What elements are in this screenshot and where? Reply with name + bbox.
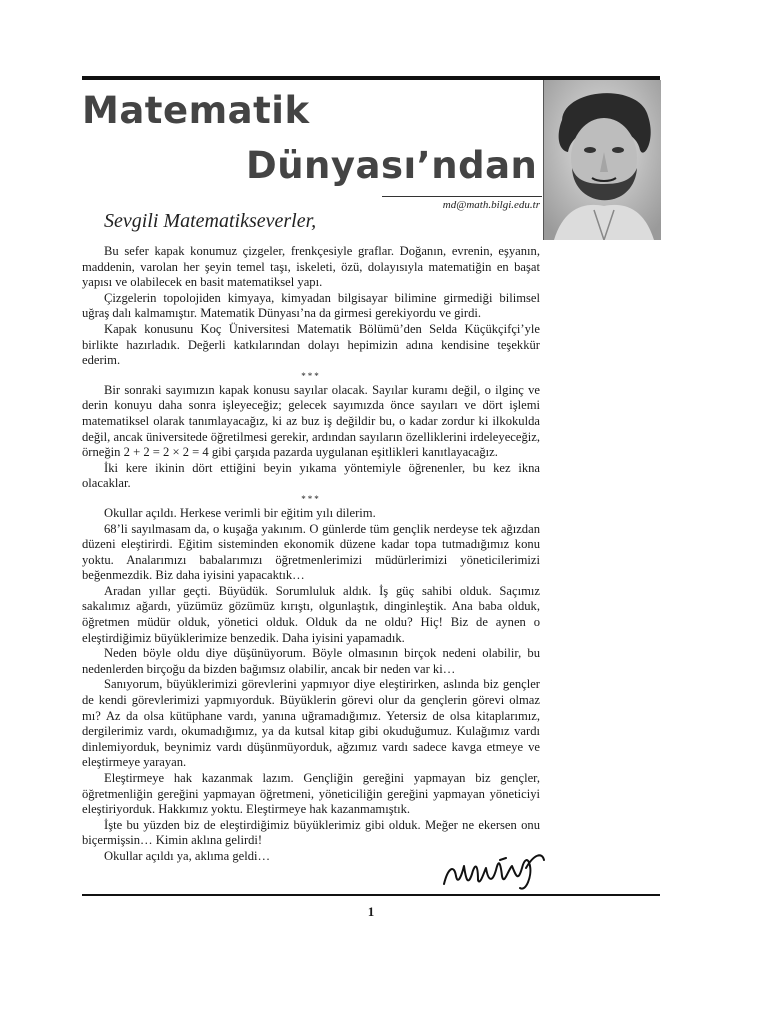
paragraph: Eleştirmeye hak kazanmak lazım. Gençliğin gereğini yapmayan biz gençler, öğretmenliğin gereğini yapmayan öğretmeni, yöneticiliğin gereğini yapmayan yöneticiyi eleştiriyorduk. Hakkımız yoktu. Eleştirmeye hak kazanmamıştık. (82, 771, 540, 817)
paragraph: Bir sonraki sayımızın kapak konusu sayılar olacak. Sayılar kuramı değil, o ilginç ve derin konuyu daha sonra işleyeceğiz; gelecek sayımızda önce sayıları ve dört işlemi matematiksel olarak tanımlayacağız, ki az buz iş değildir bu, o kadar zordur ki ilkokulda değil, ancak üniversitede öğretilmesi gerekir, ardından sayıların özelliklerini irdeleyeceğiz, örneğin 2 + 2 = 2 × 2 = 4 gibi çarşıda pazarda uygulanan eşitlikleri kanıtlayacağız. (82, 382, 540, 460)
paragraph: Aradan yıllar geçti. Büyüdük. Sorumluluk aldık. İş güç sahibi olduk. Saçımız sakalımız ağardı, yüzümüz gözümüz kırıştı, olgunlaştık, dinginleştik. Ana baba olduk, öğretmen müdür olduk, yönetici olduk. Olduk da ne oldu? Hiç! Biz de aynen o eleştirdiğimiz büyüklerimize benzedik. Daha iyisini yapamadık. (82, 583, 540, 645)
magazine-title-line1: Matematik (82, 89, 310, 132)
section-separator: *** (301, 370, 321, 381)
paragraph: Kapak konusunu Koç Üniversitesi Matematik Bölümü’den Selda Küçükçifçi’yle birlikte hazırladık. Değerli katkılarından dolayı hepimizin adına kendisine teşekkür ederim. (82, 321, 540, 368)
page-number: 1 (367, 904, 375, 919)
paragraph: Bu sefer kapak konumuz çizgeler, frenkçesiyle graflar. Doğanın, evrenin, eşyanın, maddenin, varolan her şeyin temel taşı, iskeleti, özü, dolayısıyla matematiğin en başat yapısı ve olabilecek en basit matematiksel yapı. (82, 244, 540, 290)
author-email: md@math.bilgi.edu.tr (442, 199, 540, 211)
paragraph: 68’li sayılmasam da, o kuşağa yakınım. O günlerde tüm gençlik nerdeyse tek ağızdan düzeni eleştirirdi. Eğitim sisteminden ekonomik düzene kadar topa tutmadığımız konu yoktu. Analarımızı babalarımızı öğretmenlerimizi müdürlerimizi yöneticilerimizi beğenmezdik. Biz daha iyisini yapacaktık… (82, 521, 540, 583)
section-separator: *** (301, 493, 321, 504)
paragraph: İki kere ikinin dört ettiğini beyin yıkama yöntemiyle öğrenenler, bu kez ikna olacaklar. (82, 460, 540, 491)
paragraph: Neden böyle oldu diye düşünüyorum. Böyle olmasının birçok nedeni olabilir, bu nedenlerden birçoğu da bizden bağımsız olabilir, ancak bir neden var ki… (82, 646, 540, 676)
paragraph: Sanıyorum, büyüklerimizi görevlerini yapmıyor diye eleştirirken, aslında biz gençler de kendi görevlerimizi yapmıyorduk. Büyüklerin görevi olur da gençlerin görevi olmaz mı? Az da olsa kütüphane vardı, yanına uğramadığımız. Yetersiz de olsa kitaplarımız, dergilerimiz vardı, okumadığımız, ya da kutsal kitap gibi okuduğumuz. Kulağımız vardı dinlemiyorduk, beynimiz vardı düşünmüyorduk, ağzımız vardı sadece kavga etmeye ve eleştirmeye yarayan. (82, 677, 540, 770)
author-photo (543, 80, 661, 240)
author-portrait-image (544, 80, 661, 240)
paragraph: İşte bu yüzden biz de eleştirdiğimiz büyüklerimiz gibi olduk. Meğer ne ekersen onu biçermişsin… Kimin aklına gelirdi! (82, 817, 540, 848)
greeting: Sevgili Matematikseverler, (104, 210, 317, 232)
editorial-body (82, 244, 540, 865)
paragraph: Çizgelerin topolojiden kimyaya, kimyadan bilgisayar bilimine girmediği bilimsel uğraş dalı kalmamıştır. Matematik Dünyası’na da girmesi gerekiyordu ve girdi. (82, 290, 540, 321)
paragraph: Okullar açıldı ya, aklıma geldi… (104, 848, 271, 863)
bottom-rule (82, 894, 660, 896)
author-signature (440, 846, 550, 894)
email-rule (382, 196, 542, 197)
magazine-title-line2: Dünyası’ndan (246, 144, 538, 187)
paragraph: Okullar açıldı. Herkese verimli bir eğitim yılı dilerim. (104, 505, 376, 520)
